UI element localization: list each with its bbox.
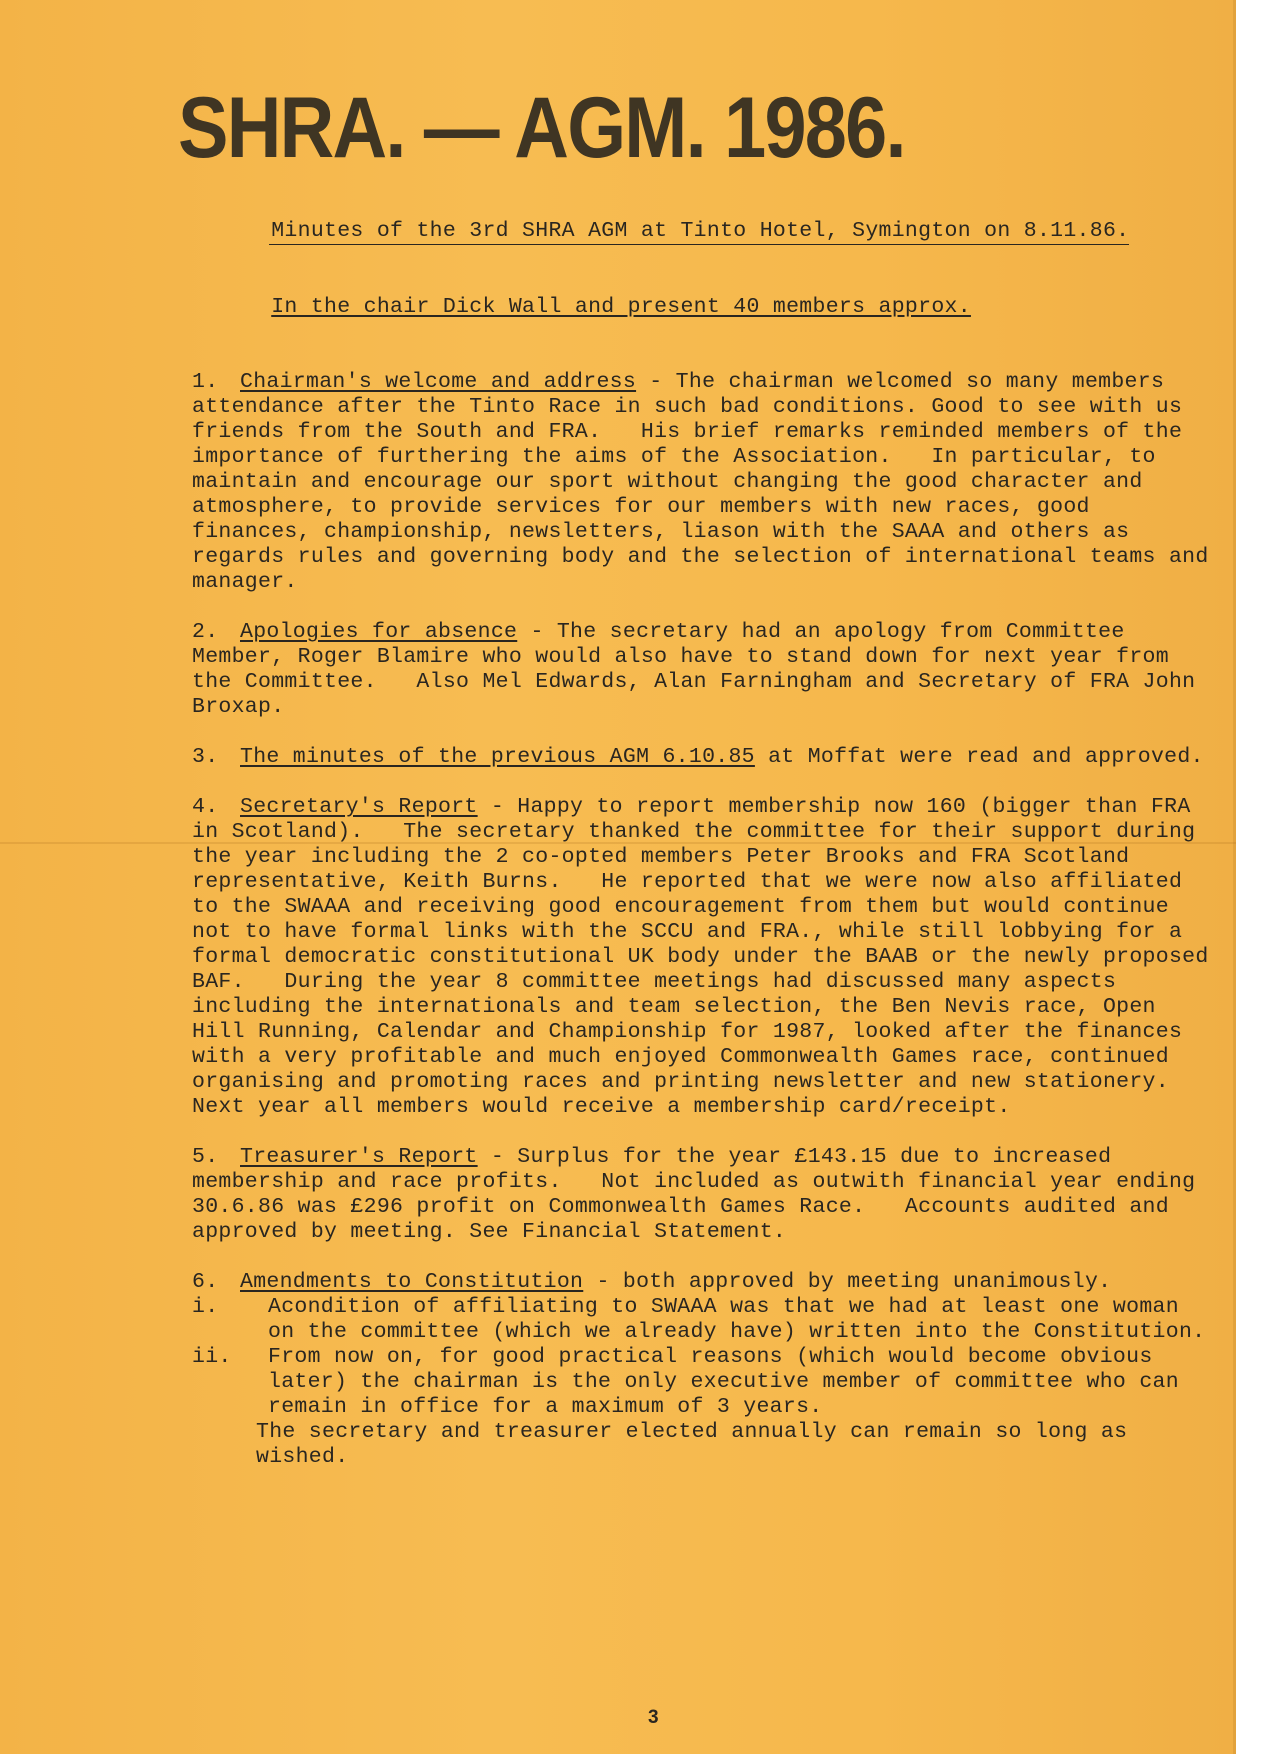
item-number: 2.	[192, 620, 219, 644]
minutes-line-2: In the chair Dick Wall and present 40 members approx.	[271, 295, 971, 319]
item-heading: Secretary's Report	[240, 795, 478, 819]
agenda-item-1	[192, 370, 1222, 595]
closing-text: The secretary and treasurer elected annually can remain so long as wished.	[256, 1420, 1141, 1469]
sub-item-number: ii.	[192, 1345, 232, 1369]
item-text: at Moffat were read and approved.	[754, 745, 1204, 769]
item-text: - The secretary had an apology from Committee Member, Roger Blamire who would also have to stand down for next year from the Committee. Also Mel Edwards, Alan Farningham and Secretary of FRA John Broxap.	[192, 620, 1209, 719]
item-text: - The chairman welcomed so many members attendance after the Tinto Race in such bad conditions. Good to see with us friends from the South and FRA. His brief remarks reminded members of the importance of furthering the aims of the Association. In particular, to maintain and encourage our sport without changing the good character and atmosphere, to provide services for our members with new races, good finances, championship, newsletters, liason with the SAAA and others as regards rules and governing body and the selection of international teams and manager.	[192, 370, 1222, 594]
sub-item-text: From now on, for good practical reasons (which would become obvious later) the chairman is the only executive member of committee who can remain in office for a maximum of 3 years.	[268, 1345, 1193, 1419]
item-heading: Treasurer's Report	[240, 1145, 478, 1169]
page-number: 3	[648, 1707, 659, 1728]
sub-item-ii	[192, 1345, 1212, 1420]
item-heading: Amendments to Constitution	[240, 1270, 584, 1294]
agenda-item-2	[192, 620, 1212, 720]
item-heading: Apologies for absence	[240, 620, 518, 644]
agenda-item-5	[192, 1145, 1212, 1245]
item-heading: The minutes of the previous AGM 6.10.85	[240, 745, 755, 769]
item-number: 1.	[192, 370, 219, 394]
item-text: - Happy to report membership now 160 (bigger than FRA in Scotland). The secretary thanked the committee for their support during the year including the 2 co-opted members Peter Brooks and FRA Scotland representative, Keith Burns. He reported that we were now also affiliated to the SWAAA and receiving good encouragement from them but would continue not to have formal links with the SCCU and FRA., while still lobbying for a formal democratic constitutional UK body under the BAAB or the newly proposed BAF. During the year 8 committee meetings had discussed many aspects including the internationals and team selection, the Ben Nevis race, Open Hill Running, Calendar and Championship for 1987, looked after the finances with a very profitable and much enjoyed Commonwealth Games race, continued organising and promoting races and printing newsletter and new stationery. Next year all members would receive a membership card/receipt.	[192, 795, 1222, 1119]
minutes-body	[192, 194, 1222, 1470]
minutes-header	[192, 194, 1212, 270]
minutes-line-1: Minutes of the 3rd SHRA AGM at Tinto Hotel, Symington on 8.11.86.	[271, 219, 1130, 243]
item-number: 5.	[192, 1145, 219, 1169]
item-heading: Chairman's welcome and address	[240, 370, 637, 394]
sub-item-i	[192, 1295, 1212, 1345]
item-number: 4.	[192, 795, 219, 819]
item-number: 3.	[192, 745, 219, 769]
item-text: - Surplus for the year £143.15 due to increased membership and race profits. Not included as outwith financial year ending 30.6.86 was £296 profit on Commonwealth Games Race. Accounts audited and approved by meeting. See Financial Statement.	[192, 1145, 1209, 1244]
document-title: SHRA. — AGM. 1986.	[178, 80, 905, 176]
item-text: - both approved by meeting unanimously.	[583, 1270, 1112, 1294]
agenda-item-3	[192, 745, 1212, 770]
agenda-item-6	[192, 1270, 1212, 1295]
minutes-header-2	[192, 270, 1212, 345]
agenda-item-4	[192, 795, 1222, 1120]
sub-item-number: i.	[192, 1295, 219, 1319]
sub-item-text: Acondition of affiliating to SWAAA was that we had at least one woman on the committee (which we already have) written into the Constitution.	[268, 1295, 1206, 1344]
item-number: 6.	[192, 1270, 219, 1294]
